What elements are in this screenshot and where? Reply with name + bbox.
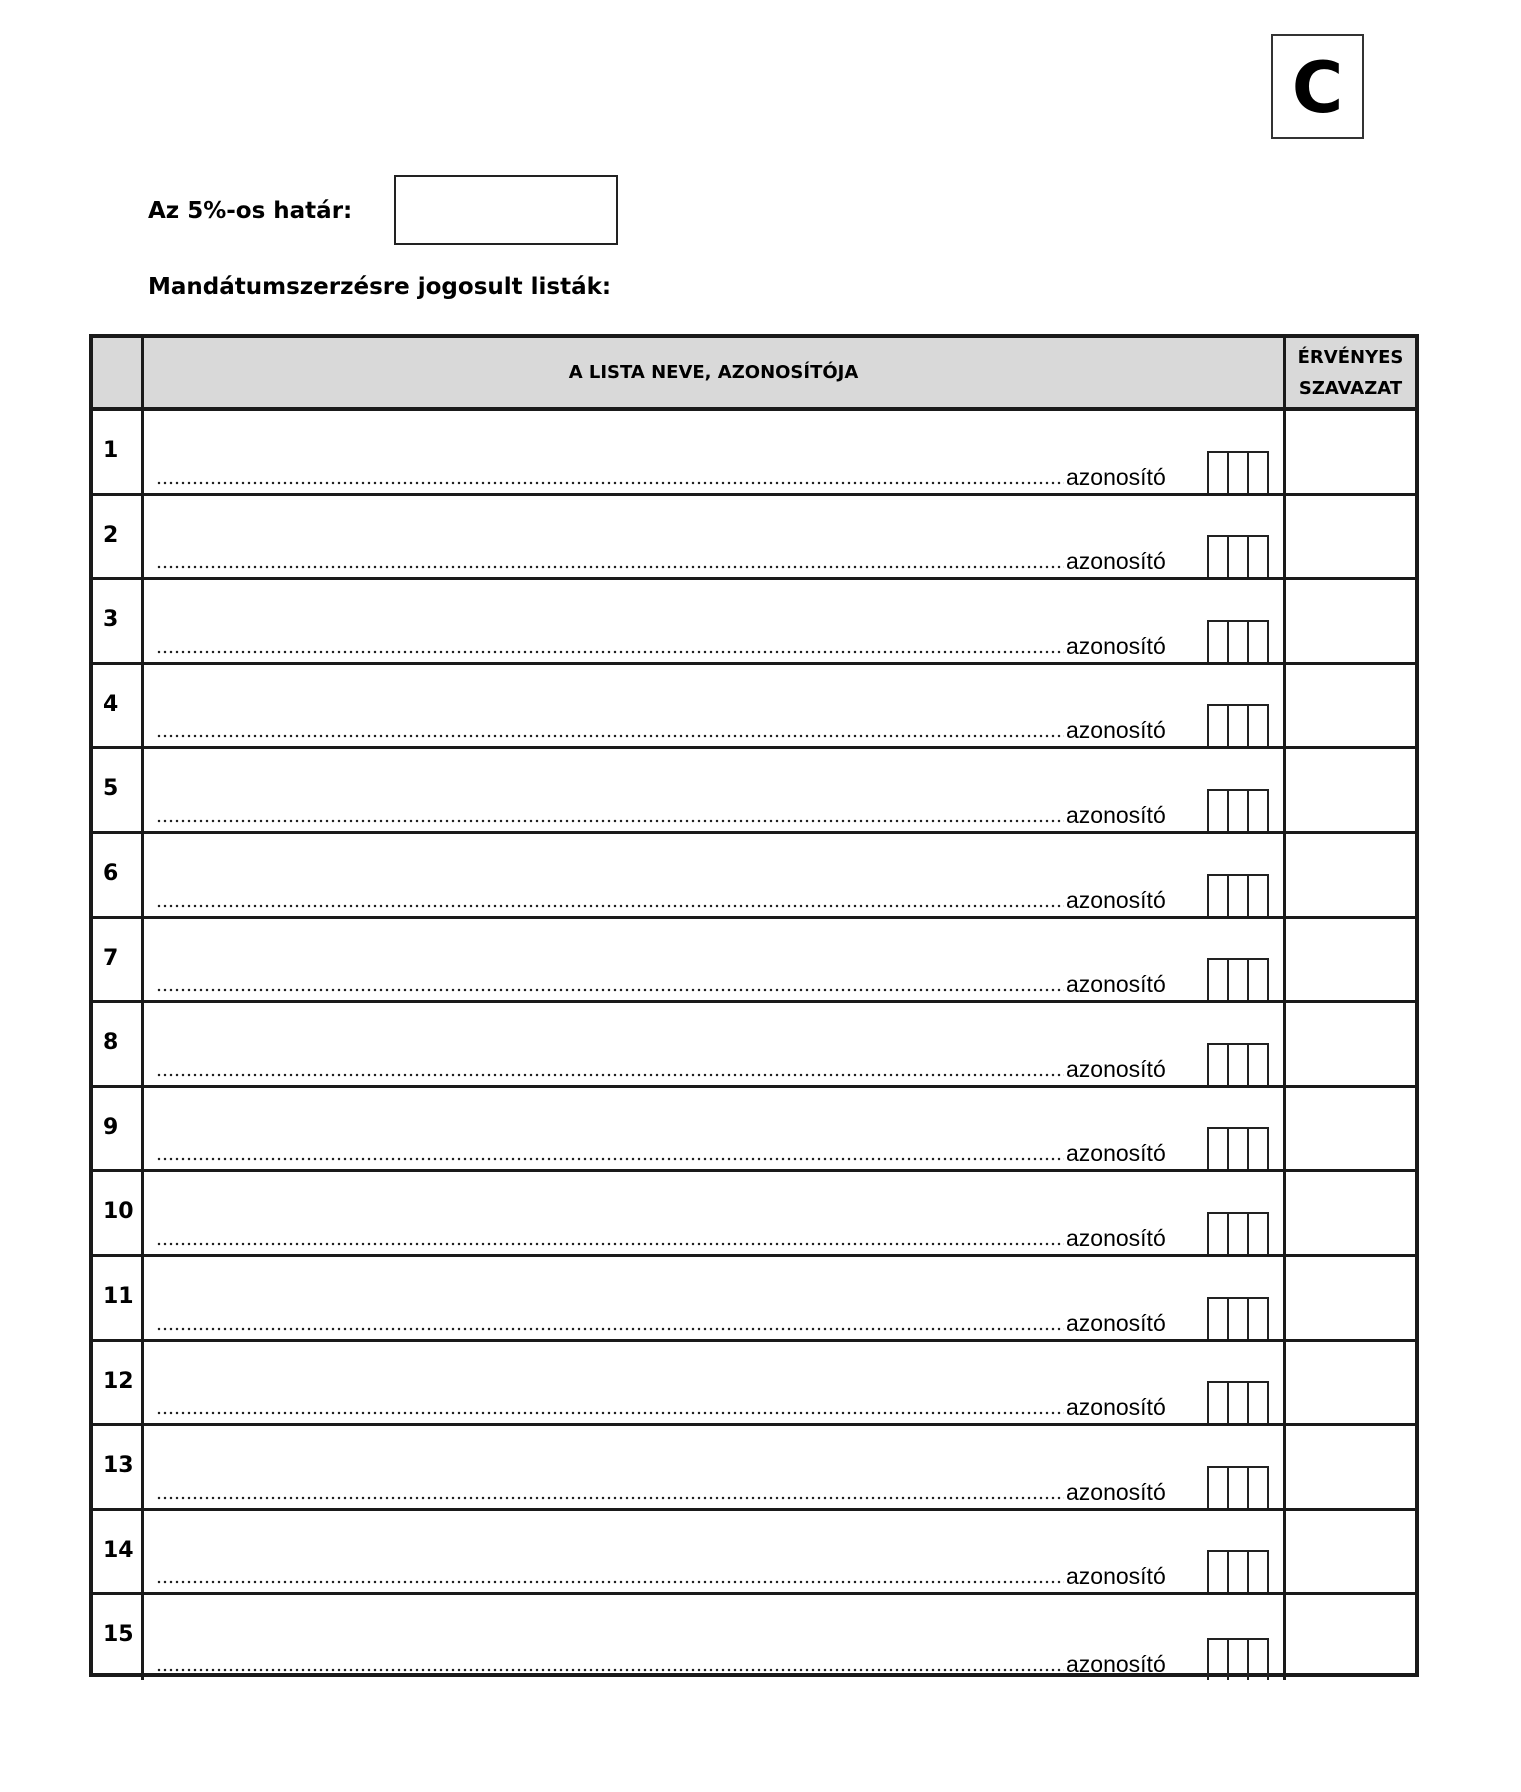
row-number: 10	[103, 1199, 134, 1225]
identifier-digit-box[interactable]	[1209, 1045, 1229, 1085]
identifier-digit-box[interactable]	[1249, 1045, 1267, 1085]
eligible-lists-table	[89, 334, 1419, 1677]
identifier-label: azonosító	[1066, 1563, 1166, 1590]
dotted-fill-line	[156, 1496, 1064, 1500]
identifier-label: azonosító	[1066, 548, 1166, 575]
identifier-label: azonosító	[1066, 801, 1166, 828]
row-number: 11	[103, 1284, 134, 1309]
identifier-digit-box[interactable]	[1209, 791, 1229, 831]
dotted-fill-line	[156, 1411, 1064, 1415]
row-number-cell	[93, 1003, 144, 1085]
valid-votes-field[interactable]	[1286, 1172, 1415, 1254]
identifier-boxes[interactable]	[1207, 620, 1269, 662]
identifier-digit-box[interactable]	[1249, 1468, 1267, 1508]
list-name-field[interactable]	[144, 919, 1286, 1001]
identifier-boxes[interactable]	[1207, 1466, 1269, 1508]
list-name-field[interactable]	[144, 1426, 1286, 1508]
identifier-boxes[interactable]	[1207, 874, 1269, 916]
identifier-digit-box[interactable]	[1209, 1129, 1229, 1169]
identifier-digit-box[interactable]	[1249, 791, 1267, 831]
list-name-field[interactable]	[144, 665, 1286, 747]
identifier-digit-box[interactable]	[1209, 1214, 1229, 1254]
valid-votes-field[interactable]	[1286, 665, 1415, 747]
list-name-field[interactable]	[144, 411, 1286, 493]
identifier-digit-box[interactable]	[1249, 706, 1267, 746]
identifier-digit-box[interactable]	[1209, 622, 1229, 662]
identifier-label: azonosító	[1066, 463, 1166, 490]
identifier-digit-box[interactable]	[1249, 453, 1267, 493]
header-votes-line1: ÉRVÉNYES	[1297, 346, 1404, 368]
dotted-fill-line	[156, 1668, 1064, 1672]
identifier-digit-box[interactable]	[1209, 1299, 1229, 1339]
valid-votes-field[interactable]	[1286, 834, 1415, 916]
list-name-field[interactable]	[144, 1511, 1286, 1593]
identifier-digit-box[interactable]	[1229, 622, 1249, 662]
header-list-name: A LISTA NEVE, AZONOSÍTÓJA	[144, 338, 1286, 407]
identifier-digit-box[interactable]	[1249, 537, 1267, 577]
form-letter: C	[1291, 46, 1344, 129]
threshold-input[interactable]	[394, 175, 618, 245]
identifier-boxes[interactable]	[1207, 958, 1269, 1000]
valid-votes-field[interactable]	[1286, 1426, 1415, 1508]
identifier-boxes[interactable]	[1207, 1297, 1269, 1339]
row-number: 1	[103, 438, 119, 463]
table-row	[93, 1172, 1415, 1257]
identifier-label: azonosító	[1066, 1478, 1166, 1505]
identifier-digit-box[interactable]	[1209, 453, 1229, 493]
identifier-digit-box[interactable]	[1249, 960, 1267, 1000]
table-row	[93, 749, 1415, 834]
valid-votes-field[interactable]	[1286, 1257, 1415, 1339]
valid-votes-field[interactable]	[1286, 496, 1415, 578]
row-number: 13	[103, 1453, 134, 1479]
identifier-digit-box[interactable]	[1229, 1045, 1249, 1085]
identifier-label: azonosító	[1066, 886, 1166, 913]
identifier-label: azonosító	[1066, 717, 1166, 744]
identifier-boxes[interactable]	[1207, 1638, 1269, 1680]
valid-votes-field[interactable]	[1286, 580, 1415, 662]
identifier-label: azonosító	[1066, 1309, 1166, 1336]
identifier-digit-box[interactable]	[1209, 1640, 1229, 1680]
identifier-label: azonosító	[1066, 1394, 1166, 1421]
identifier-boxes[interactable]	[1207, 451, 1269, 493]
identifier-digit-box[interactable]	[1229, 791, 1249, 831]
identifier-digit-box[interactable]	[1209, 537, 1229, 577]
identifier-digit-box[interactable]	[1229, 1552, 1249, 1592]
dotted-fill-line	[156, 904, 1064, 908]
identifier-digit-box[interactable]	[1209, 706, 1229, 746]
identifier-digit-box[interactable]	[1229, 1468, 1249, 1508]
dotted-fill-line	[156, 1073, 1064, 1077]
row-number: 12	[103, 1368, 134, 1394]
dotted-fill-line	[156, 650, 1064, 654]
identifier-digit-box[interactable]	[1229, 453, 1249, 493]
dotted-fill-line	[156, 988, 1064, 992]
identifier-boxes[interactable]	[1207, 704, 1269, 746]
valid-votes-field[interactable]	[1286, 749, 1415, 831]
identifier-digit-box[interactable]	[1229, 876, 1249, 916]
dotted-fill-line	[156, 1157, 1064, 1161]
list-name-field[interactable]	[144, 749, 1286, 831]
table-row	[93, 1595, 1415, 1680]
identifier-boxes[interactable]	[1207, 1127, 1269, 1169]
header-valid-votes	[1286, 338, 1415, 407]
table-row	[93, 411, 1415, 496]
identifier-digit-box[interactable]	[1229, 1299, 1249, 1339]
list-name-field[interactable]	[144, 1003, 1286, 1085]
list-name-field[interactable]	[144, 580, 1286, 662]
row-number: 8	[103, 1030, 119, 1056]
table-row	[93, 665, 1415, 750]
list-name-field[interactable]	[144, 834, 1286, 916]
row-number: 2	[103, 522, 119, 548]
identifier-digit-box[interactable]	[1249, 1214, 1267, 1254]
row-number-cell	[93, 1342, 144, 1424]
table-row	[93, 1257, 1415, 1342]
list-name-field[interactable]	[144, 1172, 1286, 1254]
dotted-fill-line	[156, 734, 1064, 738]
eligible-lists-heading: Mandátumszerzésre jogosult listák:	[148, 274, 612, 300]
row-number-cell	[93, 1088, 144, 1170]
identifier-label: azonosító	[1066, 632, 1166, 659]
table-row	[93, 1511, 1415, 1596]
list-name-field[interactable]	[144, 1257, 1286, 1339]
table-row	[93, 1088, 1415, 1173]
identifier-digit-box[interactable]	[1229, 1383, 1249, 1423]
row-number-cell	[93, 1511, 144, 1593]
valid-votes-field[interactable]	[1286, 1511, 1415, 1593]
row-number: 6	[103, 861, 119, 886]
form-letter-box	[1271, 34, 1364, 139]
identifier-digit-box[interactable]	[1249, 1299, 1267, 1339]
valid-votes-field[interactable]	[1286, 1003, 1415, 1085]
identifier-digit-box[interactable]	[1209, 960, 1229, 1000]
list-name-field[interactable]	[144, 1595, 1286, 1680]
identifier-label: azonosító	[1066, 1224, 1166, 1251]
dotted-fill-line	[156, 481, 1064, 485]
table-row	[93, 1003, 1415, 1088]
header-votes-line2: SZAVAZAT	[1298, 377, 1403, 399]
table-header-row	[93, 338, 1415, 411]
row-number-cell	[93, 411, 144, 493]
identifier-digit-box[interactable]	[1249, 1383, 1267, 1423]
identifier-boxes[interactable]	[1207, 1212, 1269, 1254]
identifier-digit-box[interactable]	[1209, 1552, 1229, 1592]
row-number-cell	[93, 919, 144, 1001]
valid-votes-field[interactable]	[1286, 411, 1415, 493]
row-number: 14	[103, 1537, 134, 1563]
list-name-field[interactable]	[144, 1342, 1286, 1424]
identifier-digit-box[interactable]	[1229, 960, 1249, 1000]
identifier-digit-box[interactable]	[1229, 1214, 1249, 1254]
identifier-digit-box[interactable]	[1209, 1383, 1229, 1423]
valid-votes-field[interactable]	[1286, 1088, 1415, 1170]
row-number: 3	[103, 607, 119, 633]
identifier-digit-box[interactable]	[1229, 1129, 1249, 1169]
row-number: 7	[103, 945, 119, 971]
row-number: 5	[103, 776, 119, 802]
list-name-field[interactable]	[144, 1088, 1286, 1170]
identifier-boxes[interactable]	[1207, 535, 1269, 577]
header-index-cell	[93, 338, 144, 407]
identifier-label: azonosító	[1066, 971, 1166, 998]
row-number-cell	[93, 834, 144, 916]
identifier-digit-box[interactable]	[1249, 1552, 1267, 1592]
identifier-digit-box[interactable]	[1249, 1129, 1267, 1169]
table-row	[93, 1426, 1415, 1511]
row-number-cell	[93, 496, 144, 578]
identifier-boxes[interactable]	[1207, 1550, 1269, 1592]
table-row	[93, 580, 1415, 665]
row-number-cell	[93, 1426, 144, 1508]
identifier-digit-box[interactable]	[1249, 622, 1267, 662]
identifier-digit-box[interactable]	[1249, 1640, 1267, 1680]
row-number-cell	[93, 665, 144, 747]
valid-votes-field[interactable]	[1286, 1595, 1415, 1680]
identifier-boxes[interactable]	[1207, 1381, 1269, 1423]
valid-votes-field[interactable]	[1286, 1342, 1415, 1424]
identifier-digit-box[interactable]	[1229, 706, 1249, 746]
dotted-fill-line	[156, 819, 1064, 823]
identifier-label: azonosító	[1066, 1140, 1166, 1167]
identifier-label: azonosító	[1066, 1055, 1166, 1082]
dotted-fill-line	[156, 565, 1064, 569]
row-number-cell	[93, 1172, 144, 1254]
row-number-cell	[93, 1257, 144, 1339]
identifier-digit-box[interactable]	[1249, 876, 1267, 916]
table-row	[93, 919, 1415, 1004]
identifier-digit-box[interactable]	[1229, 537, 1249, 577]
row-number: 4	[103, 691, 119, 717]
table-row	[93, 834, 1415, 919]
identifier-boxes[interactable]	[1207, 1043, 1269, 1085]
dotted-fill-line	[156, 1580, 1064, 1584]
identifier-label: azonosító	[1066, 1650, 1166, 1677]
identifier-digit-box[interactable]	[1209, 1468, 1229, 1508]
dotted-fill-line	[156, 1327, 1064, 1331]
identifier-boxes[interactable]	[1207, 789, 1269, 831]
valid-votes-field[interactable]	[1286, 919, 1415, 1001]
row-number-cell	[93, 749, 144, 831]
table-row	[93, 1342, 1415, 1427]
table-row	[93, 496, 1415, 581]
row-number-cell	[93, 580, 144, 662]
list-name-field[interactable]	[144, 496, 1286, 578]
identifier-digit-box[interactable]	[1229, 1640, 1249, 1680]
row-number-cell	[93, 1595, 144, 1680]
row-number: 9	[103, 1114, 119, 1140]
identifier-digit-box[interactable]	[1209, 876, 1229, 916]
row-number: 15	[103, 1622, 134, 1648]
table-body	[93, 411, 1415, 1677]
threshold-label: Az 5%-os határ:	[148, 198, 353, 224]
dotted-fill-line	[156, 1242, 1064, 1246]
